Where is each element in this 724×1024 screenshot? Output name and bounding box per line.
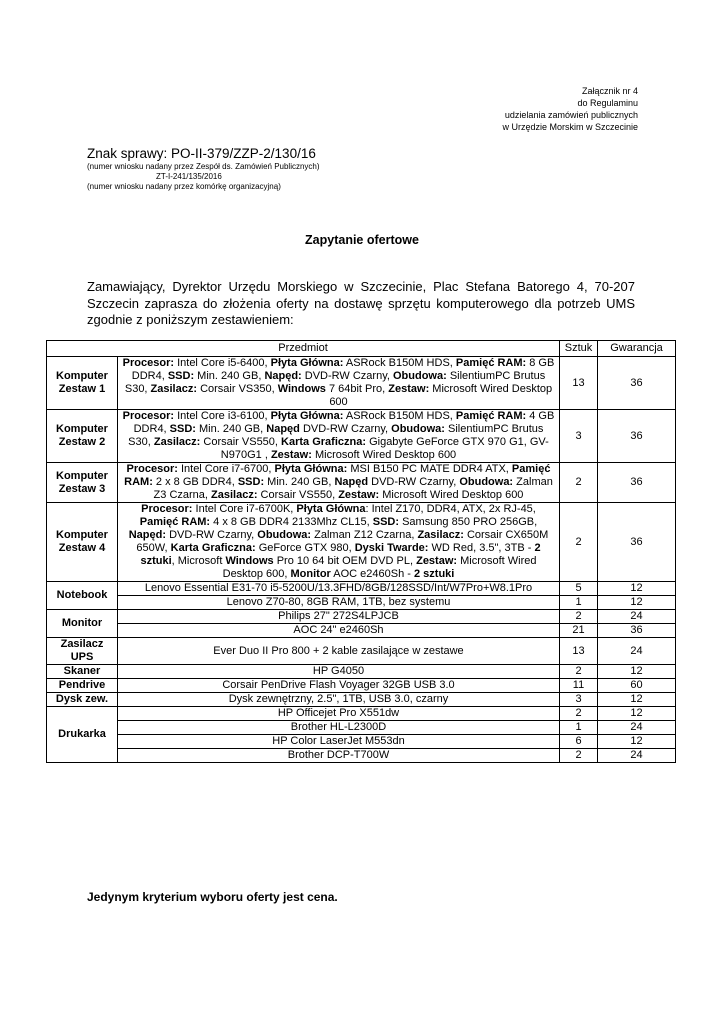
qty-cell: 11 — [560, 679, 598, 693]
spec-value: WD Red, 3.5", 3TB - — [428, 542, 535, 554]
warranty-cell: 24 — [598, 749, 676, 763]
table-row — [47, 735, 676, 749]
spec-key: Pamięć RAM: — [124, 463, 551, 488]
qty-cell: 2 — [560, 610, 598, 624]
warranty-cell: 12 — [598, 665, 676, 679]
spec-value: Microsoft Wired Desktop 600, — [222, 555, 537, 580]
spec-key: Obudowa: — [459, 476, 514, 488]
spec-value: Intel Core i7-6700K, — [192, 503, 297, 515]
spec-key: Napęd: — [264, 370, 302, 382]
group-label: Komputer Zestaw 4 — [47, 503, 118, 582]
group-label: Dysk zew. — [47, 693, 118, 707]
spec-key: Napęd: — [128, 529, 167, 541]
spec-value: AOC e2460Sh - — [330, 568, 414, 580]
spec-value: : Intel Z170, DDR4, ATX, 2x RJ-45, — [365, 503, 536, 515]
spec-key: Procesor: — [122, 357, 175, 369]
qty-cell: 2 — [560, 707, 598, 721]
spec-value: Pro 10 64 bit OEM DVD PL, — [273, 555, 417, 567]
table-row — [47, 410, 676, 463]
spec-value: DVD-RW Czarny, — [301, 370, 393, 382]
qty-cell: 13 — [560, 357, 598, 410]
intro-paragraph: Zamawiający, Dyrektor Urzędu Morskiego w Szczecinie, Plac Stefana Batorego 4, 70-207 Szczecin zaprasza do złożenia oferty na dostawę sprzętu komputerowego dla potrzeb UMS zgodnie z poniższym zestawieniem: — [87, 279, 635, 327]
spec-key: Pamięć RAM: — [139, 516, 211, 528]
group-label: Komputer Zestaw 1 — [47, 357, 118, 410]
spec-value: Zalman Z12 Czarna, — [311, 529, 418, 541]
group-label: Monitor — [47, 610, 118, 638]
spec-value: Intel Core i5-6400, — [174, 357, 271, 369]
case-block — [87, 146, 320, 192]
group-label: Notebook — [47, 582, 118, 610]
table-header-row — [47, 341, 676, 357]
warranty-cell: 12 — [598, 735, 676, 749]
spec-value: ASRock B150M HDS, — [343, 410, 456, 422]
spec-value: Intel Core i3-6100, — [174, 410, 271, 422]
warranty-cell: 12 — [598, 582, 676, 596]
spec-value: ASRock B150M HDS, — [343, 357, 456, 369]
item-name-cell: Lenovo Z70-80, 8GB RAM, 1TB, bez systemu — [118, 596, 560, 610]
table-row — [47, 596, 676, 610]
spec-key: SSD: — [372, 516, 400, 528]
warranty-cell: 12 — [598, 707, 676, 721]
spec-value: Zalman Z3 Czarna, — [153, 476, 553, 501]
spec-value: 2 x 8 GB DDR4, — [152, 476, 238, 488]
table-row — [47, 582, 676, 596]
spec-key: Karta Graficzna: — [170, 542, 256, 554]
group-label: Drukarka — [47, 707, 118, 763]
annex-line: udzielania zamówień publicznych — [504, 110, 638, 120]
warranty-cell: 36 — [598, 410, 676, 463]
spec-value: GeForce GTX 980, — [255, 542, 355, 554]
qty-cell: 3 — [560, 693, 598, 707]
table-row — [47, 357, 676, 410]
annex-line: do Regulaminu — [577, 98, 638, 108]
spec-value: Intel Core i7-6700, — [177, 463, 275, 475]
spec-value: Corsair VS550, — [257, 489, 339, 501]
item-name-cell: Brother HL-L2300D — [118, 721, 560, 735]
group-label: Pendrive — [47, 679, 118, 693]
spec-value: Microsoft Wired Desktop 600 — [329, 383, 553, 408]
item-name-cell: Ever Duo II Pro 800 + 2 kable zasilające w zestawe — [118, 638, 560, 665]
spec-key: Procesor: — [126, 463, 178, 475]
warranty-cell: 36 — [598, 357, 676, 410]
spec-key: Płyta Główna: — [270, 357, 344, 369]
spec-value: Samsung 850 PRO 256GB, — [399, 516, 538, 528]
spec-key: Obudowa: — [257, 529, 312, 541]
spec-key: Procesor: — [141, 503, 193, 515]
spec-value: 4 GB DDR4, — [133, 410, 555, 435]
spec-key: Zasilacz: — [150, 383, 198, 395]
spec-key: Zasilacz: — [153, 436, 201, 448]
header-warranty: Gwarancja — [598, 341, 676, 357]
spec-cell — [118, 503, 560, 582]
spec-key: Zasilacz: — [211, 489, 258, 501]
spec-value: SilentiumPC Brutus S30, — [124, 370, 546, 395]
annex-note — [502, 85, 638, 133]
item-name-cell: Philips 27" 272S4LPJCB — [118, 610, 560, 624]
table-row — [47, 463, 676, 503]
spec-value: Microsoft Wired Desktop 600 — [311, 449, 457, 461]
table-row — [47, 749, 676, 763]
qty-cell: 21 — [560, 624, 598, 638]
case-note: (numer wniosku nadany przez Zespół ds. Zamówień Publicznych) — [87, 162, 320, 171]
warranty-cell: 24 — [598, 610, 676, 624]
qty-cell: 5 — [560, 582, 598, 596]
items-body — [47, 357, 676, 763]
table-row — [47, 721, 676, 735]
table-row — [47, 624, 676, 638]
warranty-cell: 24 — [598, 638, 676, 665]
document-title: Zapytanie ofertowe — [305, 233, 419, 247]
warranty-cell: 12 — [598, 693, 676, 707]
warranty-cell: 36 — [598, 503, 676, 582]
table-row — [47, 665, 676, 679]
spec-key: Procesor: — [122, 410, 175, 422]
spec-key: SSD: — [237, 476, 265, 488]
annex-line: w Urzędzie Morskim w Szczecinie — [502, 122, 638, 132]
header-qty: Sztuk — [560, 341, 598, 357]
spec-value: , Microsoft — [171, 555, 226, 567]
item-name-cell: Brother DCP-T700W — [118, 749, 560, 763]
spec-value: Min. 240 GB, — [194, 370, 265, 382]
spec-key: SSD: — [169, 423, 196, 435]
case-reference: ZT-I-241/135/2016 — [156, 172, 222, 181]
spec-value: 4 x 8 GB DDR4 2133Mhz CL15, — [210, 516, 373, 528]
spec-key: Zestaw: — [388, 383, 430, 395]
qty-cell: 2 — [560, 749, 598, 763]
qty-cell: 1 — [560, 721, 598, 735]
spec-key: Zasilacz: — [417, 529, 464, 541]
qty-cell: 6 — [560, 735, 598, 749]
spec-value: SilentiumPC Brutus S30, — [128, 423, 544, 448]
spec-value: Min. 240 GB, — [264, 476, 335, 488]
spec-key: Płyta Główna: — [270, 410, 344, 422]
group-label: Komputer Zestaw 3 — [47, 463, 118, 503]
item-name-cell: Corsair PenDrive Flash Voyager 32GB USB 3.0 — [118, 679, 560, 693]
spec-key: Płyta Główna: — [274, 463, 348, 475]
table-row — [47, 638, 676, 665]
item-name-cell: AOC 24" e2460Sh — [118, 624, 560, 638]
spec-key: 2 sztuki — [414, 568, 455, 580]
items-table — [46, 340, 676, 763]
spec-value: DVD-RW Czarny, — [299, 423, 392, 435]
spec-key: Windows — [277, 383, 326, 395]
qty-cell: 3 — [560, 410, 598, 463]
spec-cell — [118, 463, 560, 503]
table-row — [47, 503, 676, 582]
spec-value: Gigabyte GeForce GTX 970 G1, GV-N970G1 , — [220, 436, 549, 461]
group-label: Skaner — [47, 665, 118, 679]
table-row — [47, 679, 676, 693]
spec-value: DVD-RW Czarny, — [368, 476, 460, 488]
spec-value: 7 64bit Pro, — [325, 383, 389, 395]
item-name-cell: HP Color LaserJet M553dn — [118, 735, 560, 749]
warranty-cell: 36 — [598, 463, 676, 503]
group-label: Komputer Zestaw 2 — [47, 410, 118, 463]
spec-key: Zestaw: — [416, 555, 458, 567]
spec-key: Zestaw: — [338, 489, 380, 501]
warranty-cell: 12 — [598, 596, 676, 610]
warranty-cell: 60 — [598, 679, 676, 693]
spec-key: Napęd — [266, 423, 300, 435]
spec-key: Dyski Twarde: — [354, 542, 429, 554]
spec-cell — [118, 410, 560, 463]
item-name-cell: Lenovo Essential E31-70 i5-5200U/13.3FHD/8GB/128SSD/Int/W7Pro+W8.1Pro — [118, 582, 560, 596]
header-item: Przedmiot — [47, 341, 560, 357]
table-row — [47, 707, 676, 721]
spec-value: Corsair VS350, — [197, 383, 278, 395]
spec-key: Obudowa: — [391, 423, 445, 435]
spec-cell — [118, 357, 560, 410]
spec-key: Pamięć RAM: — [455, 357, 527, 369]
qty-cell: 1 — [560, 596, 598, 610]
qty-cell: 2 — [560, 665, 598, 679]
spec-value: 8 GB DDR4, — [131, 357, 555, 382]
warranty-cell: 36 — [598, 624, 676, 638]
case-number: Znak sprawy: PO-II-379/ZZP-2/130/16 — [87, 146, 316, 161]
spec-key: Napęd — [334, 476, 369, 488]
item-name-cell: Dysk zewnętrzny, 2.5", 1TB, USB 3.0, czarny — [118, 693, 560, 707]
spec-key: SSD: — [167, 370, 195, 382]
spec-value: DVD-RW Czarny, — [166, 529, 258, 541]
selection-criterion: Jedynym kryterium wyboru oferty jest cena. — [87, 890, 338, 904]
annex-line: Załącznik nr 4 — [581, 86, 638, 96]
spec-key: 2 sztuki — [140, 542, 541, 567]
spec-value: MSI B150 PC MATE DDR4 ATX, — [347, 463, 512, 475]
spec-key: Zestaw: — [270, 449, 312, 461]
case-note: (numer wniosku nadany przez komórkę organizacyjną) — [87, 182, 281, 191]
item-name-cell: HP G4050 — [118, 665, 560, 679]
spec-key: Obudowa: — [392, 370, 447, 382]
spec-value: Corsair VS550, — [200, 436, 282, 448]
spec-key: Monitor — [290, 568, 331, 580]
spec-key: Płyta Główna — [296, 503, 366, 515]
spec-value: Corsair CX650M 650W, — [136, 529, 549, 554]
group-label: Zasilacz UPS — [47, 638, 118, 665]
spec-key: Windows — [225, 555, 274, 567]
qty-cell: 2 — [560, 503, 598, 582]
qty-cell: 13 — [560, 638, 598, 665]
spec-value: Min. 240 GB, — [195, 423, 267, 435]
table-row — [47, 610, 676, 624]
table-row — [47, 693, 676, 707]
qty-cell: 2 — [560, 463, 598, 503]
warranty-cell: 24 — [598, 721, 676, 735]
spec-value: Microsoft Wired Desktop 600 — [379, 489, 524, 501]
spec-key: Pamięć RAM: — [455, 410, 527, 422]
spec-key: Karta Graficzna: — [281, 436, 367, 448]
item-name-cell: HP Officejet Pro X551dw — [118, 707, 560, 721]
